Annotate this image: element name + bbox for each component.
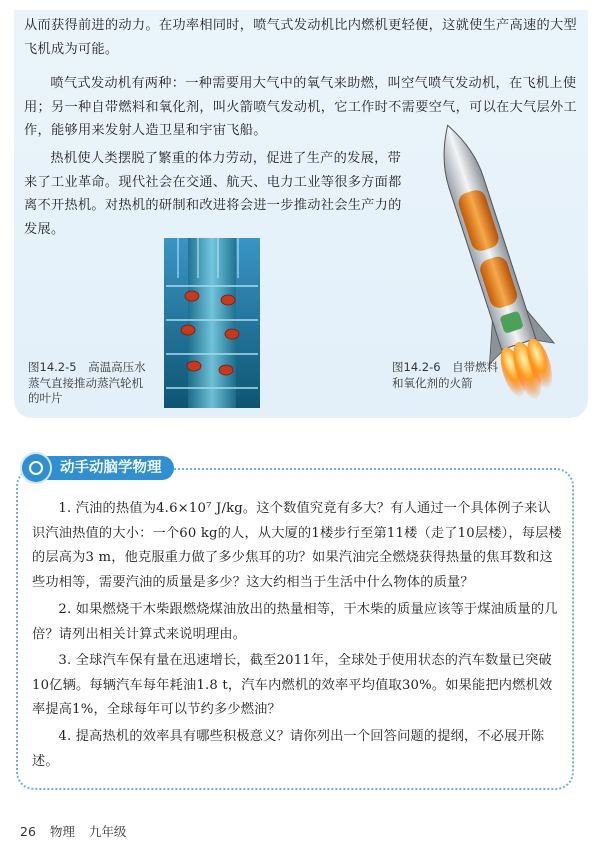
- intro-paragraph-2: 喷气式发动机有两种：一种需要用大气中的氧气来助燃，叫空气喷气发动机，在飞机上使用；另一种自带燃料和氧化剂，叫火箭喷气发动机，它工作时不需要空气，可以在大气层外工作，能够用来发射人造卫星和宇宙飞船。: [24, 76, 577, 138]
- figure-caption-turbine: 图14.2-5 高温高压水蒸气直接推动蒸汽轮机的叶片: [28, 360, 146, 405]
- question-3: 3. 全球汽车保有量在迅速增长，截至2011年，全球处于使用状态的汽车数量已突破10亿辆。每辆汽车每年耗油1.8 t，汽车内燃机的效率平均值取30%。如果能把内燃机效率提高1%，全球每年可以节约多少燃油？: [32, 653, 553, 717]
- question-4: 4. 提高热机的效率具有哪些积极意义？请你列出一个回答问题的提纲，不必展开陈述。: [32, 729, 545, 769]
- page-footer: [20, 822, 136, 840]
- page-number: 26: [20, 824, 36, 839]
- section-title: 动手动脑学物理: [46, 456, 174, 480]
- subject-label: 物理: [49, 824, 75, 839]
- intro-paragraph-3: 热机使人类摆脱了繁重的体力劳动，促进了生产的发展，带来了工业革命。现代社会在交通、航天、电力工业等很多方面都离不开热机。对热机的研制和改进将会进一步推动社会生产力的发展。: [24, 151, 402, 237]
- question-2: 2. 如果燃烧干木柴跟燃烧煤油放出的热量相等，干木柴的质量应该等于煤油质量的几倍？请列出相关计算式来说明理由。: [32, 602, 558, 642]
- question-1: 1. 汽油的热值为4.6×10⁷ J/kg。这个数值究竟有多大？有人通过一个具体例子来认识汽油热值的大小：一个60 kg的人，从大厦的1楼步行至第11楼（走了10层楼），每层楼的层高为3 m，他克服重力做了多少焦耳的功？如果汽油完全燃烧获得热量的焦耳数和这些功相等，需要汽油的质量是多少？这大约相当于生活中什么物体的质量？: [32, 501, 562, 590]
- figure-caption-rocket: 图14.2-6 自带燃料和氧化剂的火箭: [392, 360, 499, 390]
- section-header: [22, 454, 202, 482]
- steam-turbine-illustration: [158, 238, 266, 408]
- intro-paragraph-1: 从而获得前进的动力。在功率相同时，喷气式发动机比内燃机更轻便，这就使生产高速的大型飞机成为可能。: [24, 18, 577, 57]
- grade-label: 九年级: [88, 824, 127, 839]
- target-icon: [22, 454, 50, 482]
